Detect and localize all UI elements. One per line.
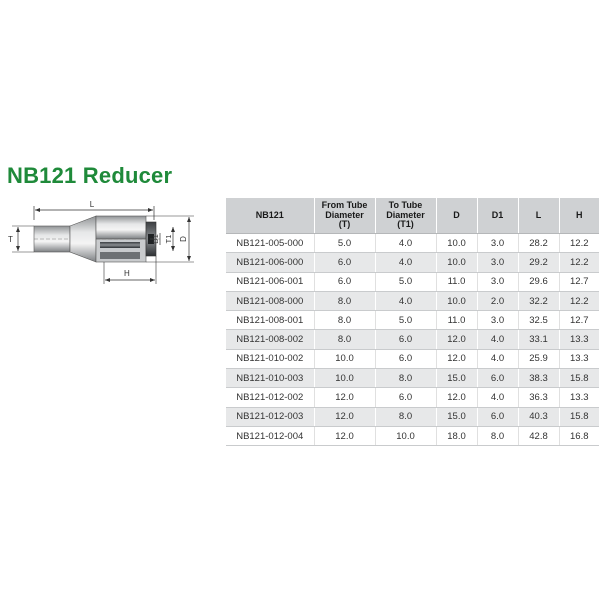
cell-part: NB121-012-004: [226, 426, 314, 445]
cell-d1: 8.0: [477, 426, 518, 445]
cell-from: 5.0: [314, 234, 375, 253]
cell-d: 10.0: [436, 291, 477, 310]
cell-d: 15.0: [436, 407, 477, 426]
cell-d: 11.0: [436, 272, 477, 291]
table-row: [226, 291, 599, 310]
cell-l: 33.1: [518, 330, 559, 349]
cell-d1: 3.0: [477, 234, 518, 253]
cell-h: 15.8: [559, 369, 599, 388]
header-d1: D1: [477, 198, 518, 234]
cell-d1: 3.0: [477, 272, 518, 291]
cell-h: 13.3: [559, 349, 599, 368]
cell-l: 29.2: [518, 253, 559, 272]
cell-d1: 4.0: [477, 349, 518, 368]
cell-from: 8.0: [314, 330, 375, 349]
cell-to: 8.0: [375, 407, 436, 426]
cell-part: NB121-005-000: [226, 234, 314, 253]
cell-d1: 3.0: [477, 311, 518, 330]
cell-from: 8.0: [314, 291, 375, 310]
cell-d: 12.0: [436, 330, 477, 349]
label-L: L: [89, 200, 95, 209]
table-row: [226, 272, 599, 291]
cell-to: 5.0: [375, 311, 436, 330]
table-row: [226, 349, 599, 368]
table-row: [226, 407, 599, 426]
cell-part: NB121-006-001: [226, 272, 314, 291]
cell-h: 12.2: [559, 234, 599, 253]
cell-to: 6.0: [375, 349, 436, 368]
cell-d1: 2.0: [477, 291, 518, 310]
cell-to: 6.0: [375, 388, 436, 407]
cell-from: 10.0: [314, 349, 375, 368]
cell-part: NB121-012-003: [226, 407, 314, 426]
cell-to: 10.0: [375, 426, 436, 445]
table-body: [226, 234, 599, 446]
cell-l: 25.9: [518, 349, 559, 368]
cell-to: 5.0: [375, 272, 436, 291]
label-T: T: [8, 235, 13, 244]
table-row: [226, 253, 599, 272]
specification-table: [226, 198, 599, 446]
cell-to: 4.0: [375, 253, 436, 272]
cell-from: 8.0: [314, 311, 375, 330]
cell-part: NB121-008-001: [226, 311, 314, 330]
cell-l: 29.6: [518, 272, 559, 291]
table-row: [226, 311, 599, 330]
cell-d1: 4.0: [477, 330, 518, 349]
cell-part: NB121-010-002: [226, 349, 314, 368]
cell-d: 18.0: [436, 426, 477, 445]
table-row: [226, 388, 599, 407]
cell-part: NB121-010-003: [226, 369, 314, 388]
cell-d: 12.0: [436, 388, 477, 407]
cell-h: 12.7: [559, 311, 599, 330]
cell-l: 28.2: [518, 234, 559, 253]
cell-h: 13.3: [559, 388, 599, 407]
cell-h: 12.2: [559, 253, 599, 272]
cell-from: 12.0: [314, 388, 375, 407]
cell-l: 38.3: [518, 369, 559, 388]
table-row: [226, 369, 599, 388]
cell-from: 6.0: [314, 253, 375, 272]
cell-l: 32.5: [518, 311, 559, 330]
cell-part: NB121-012-002: [226, 388, 314, 407]
cell-h: 12.7: [559, 272, 599, 291]
header-to-tube-diameter: To Tube Diameter (T1): [375, 198, 436, 234]
label-H: H: [124, 269, 130, 278]
cell-to: 4.0: [375, 291, 436, 310]
cell-h: 16.8: [559, 426, 599, 445]
cell-from: 6.0: [314, 272, 375, 291]
dimension-T: [8, 226, 34, 252]
cell-d1: 6.0: [477, 407, 518, 426]
cell-to: 8.0: [375, 369, 436, 388]
cell-part: NB121-008-000: [226, 291, 314, 310]
cell-l: 40.3: [518, 407, 559, 426]
cell-d1: 4.0: [477, 388, 518, 407]
cell-from: 12.0: [314, 426, 375, 445]
header-h: H: [559, 198, 599, 234]
table-row: [226, 234, 599, 253]
table-row: [226, 330, 599, 349]
header-d: D: [436, 198, 477, 234]
cell-h: 13.3: [559, 330, 599, 349]
cell-d: 15.0: [436, 369, 477, 388]
cell-d: 12.0: [436, 349, 477, 368]
page-title: NB121 Reducer: [7, 163, 173, 188]
table-header-row: [226, 198, 599, 234]
dimension-D1: [151, 233, 160, 245]
cell-from: 12.0: [314, 407, 375, 426]
header-part-number: NB121: [226, 198, 314, 234]
cell-d1: 6.0: [477, 369, 518, 388]
cell-to: 6.0: [375, 330, 436, 349]
label-D: D: [179, 236, 188, 242]
cell-h: 12.2: [559, 291, 599, 310]
cell-h: 15.8: [559, 407, 599, 426]
cell-from: 10.0: [314, 369, 375, 388]
cell-d: 10.0: [436, 253, 477, 272]
cell-d: 10.0: [436, 234, 477, 253]
cell-part: NB121-006-000: [226, 253, 314, 272]
cell-l: 32.2: [518, 291, 559, 310]
header-from-tube-diameter: From Tube Diameter (T): [314, 198, 375, 234]
dimension-T1: [164, 227, 175, 251]
cell-part: NB121-008-002: [226, 330, 314, 349]
cell-to: 4.0: [375, 234, 436, 253]
cell-d1: 3.0: [477, 253, 518, 272]
table-row: [226, 426, 599, 445]
reducer-dimension-drawing: [4, 194, 200, 286]
label-T1: T1: [164, 234, 173, 244]
cell-l: 42.8: [518, 426, 559, 445]
cell-d: 11.0: [436, 311, 477, 330]
cell-l: 36.3: [518, 388, 559, 407]
header-l: L: [518, 198, 559, 234]
label-D1: D1: [151, 234, 160, 244]
